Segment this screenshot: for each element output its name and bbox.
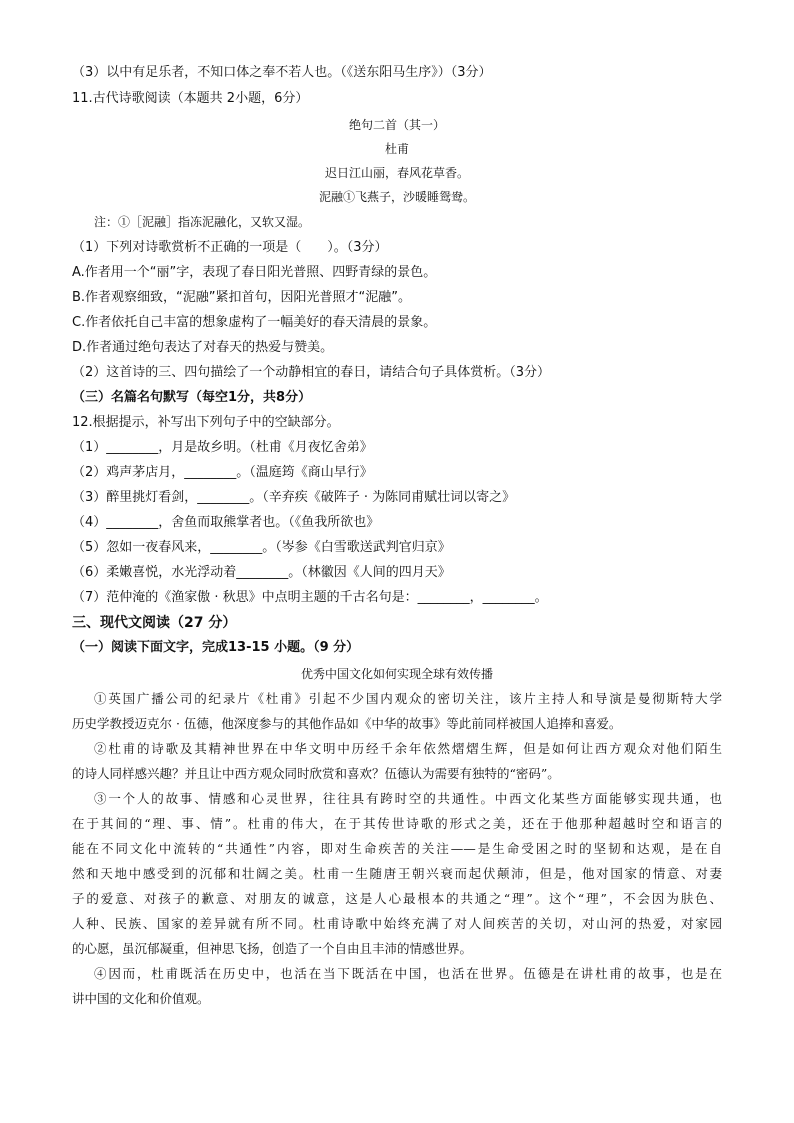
- poem-author: 杜甫: [384, 142, 409, 156]
- article-p3-line-5: 子的爱意、对孩子的歉意、对朋友的诚意，这是人心最根本的共通之“理”。这个“理”，不会因为肤色、: [72, 891, 722, 906]
- q11-sub2: （2）这首诗的三、四句描绘了一个动静相宜的春日，请结合句子具体赏析。（3分）: [72, 365, 551, 380]
- q11-option-d: D.作者通过绝句表达了对春天的热爱与赞美。: [72, 340, 334, 355]
- q12-item-3: （3）醉里挑灯看剑，________。（辛弃疾《破阵子 · 为陈同甫赋壮词以寄之》: [72, 490, 516, 505]
- article-p3-line-1: ③一个人的故事、情感和心灵世界，往往具有跨时空的共通性。中西文化某些方面能够实现共通，也: [94, 791, 722, 806]
- poem-title: 绝句二首（其一）: [348, 118, 445, 132]
- poem-line-2: 泥融①飞燕子，沙暖睡鸳鸯。: [318, 190, 475, 204]
- section-3-header: （三）名篇名句默写（每空1分，共8分）: [72, 390, 312, 405]
- article-p2-line-1: ②杜甫的诗歌及其精神世界在中华文明中历经千余年依然熠熠生辉，但是如何让西方观众对他们陌生: [94, 741, 722, 756]
- q11-option-a: A.作者用一个“丽”字，表现了春日阳光普照、四野青绿的景色。: [72, 265, 437, 280]
- q11-option-c: C.作者依托自己丰富的想象虚构了一幅美好的春天清晨的景象。: [72, 315, 437, 330]
- q11-header: 11.古代诗歌阅读（本题共 2小题，6分）: [72, 91, 309, 106]
- poem-note: 注：①［泥融］指冻泥融化，又软又湿。: [94, 215, 311, 229]
- article-p1-line-2: 历史学教授迈克尔 · 伍德，他深度参与的其他作品如《中华的故事》等此前同样被国人追捧和喜爱。: [72, 716, 622, 731]
- article-p1-line-1: ①英国广播公司的纪录片《杜甫》引起不少国内观众的密切关注，该片主持人和导演是曼彻斯特大学: [94, 691, 722, 706]
- article-p2-line-2: 的诗人同样感兴趣？并且让中西方观众同时欣赏和喜欢？伍德认为需要有独特的“密码”。: [72, 766, 560, 781]
- q12-item-1: （1）________，月是故乡明。（杜甫《月夜忆舍弟》: [72, 440, 373, 455]
- q11-sub1-stem: （1）下列对诗歌赏析不正确的一项是（ ）。（3分）: [72, 240, 388, 255]
- q10-item-3: （3）以中有足乐者，不知口体之奉不若人也。（《送东阳马生序》）（3分）: [72, 65, 492, 80]
- part-3-header: 三、现代文阅读（27 分）: [72, 615, 237, 631]
- article-p3-line-6: 人种、民族、国家的差异就有所不同。杜甫诗歌中始终充满了对人间疾苦的关切，对山河的热爱，对家园: [72, 916, 722, 931]
- article-title: 优秀中国文化如何实现全球有效传播: [300, 667, 493, 681]
- q12-header: 12.根据提示，补写出下列句子中的空缺部分。: [72, 415, 340, 430]
- poem-line-1: 迟日江山丽，春风花草香。: [324, 166, 469, 180]
- q12-item-5: （5）忽如一夜春风来，________。（岑参《白雪歌送武判官归京》: [72, 540, 451, 555]
- article-p4-line-1: ④因而，杜甫既活在历史中，也活在当下既活在中国，也活在世界。伍德是在讲杜甫的故事，也是在: [94, 966, 722, 981]
- q12-item-4: （4）________，舍鱼而取熊掌者也。（《鱼我所欲也》: [72, 515, 380, 530]
- part-3-subheader: （一）阅读下面文字，完成13-15 小题。（9 分）: [72, 640, 360, 655]
- article-p3-line-4: 然和天地中感受到的沉郁和壮阔之美。杜甫一生随唐王朝兴衰而起伏颠沛，但是，他对国家的情意、对妻: [72, 866, 722, 881]
- article-p3-line-3: 能在不同文化中流转的“共通性”内容，即对生命疾苦的关注——是生命受困之时的坚韧和达观，是在自: [72, 841, 722, 856]
- article-p4-line-2: 讲中国的文化和价值观。: [72, 991, 210, 1006]
- article-p3-line-7: 的心愿，虽沉郁凝重，但神思飞扬，创造了一个自由且丰沛的情感世界。: [72, 941, 473, 956]
- q12-item-7: （7）范仲淹的《渔家傲 · 秋思》中点明主题的千古名句是：________，________。: [72, 590, 548, 605]
- q11-option-b: B.作者观察细致，“泥融”紧扣首句，因阳光普照才“泥融”。: [72, 290, 411, 305]
- q12-item-6: （6）柔嫩喜悦，水光浮动着________。（林徽因《人间的四月天》: [72, 565, 451, 580]
- q12-item-2: （2）鸡声茅店月，________。（温庭筠《商山早行》: [72, 465, 373, 480]
- article-p3-line-2: 在于其间的“理、事、情”。杜甫的伟大，在于其传世诗歌的形式之美，还在于他那种超越时空和语言的: [72, 816, 722, 831]
